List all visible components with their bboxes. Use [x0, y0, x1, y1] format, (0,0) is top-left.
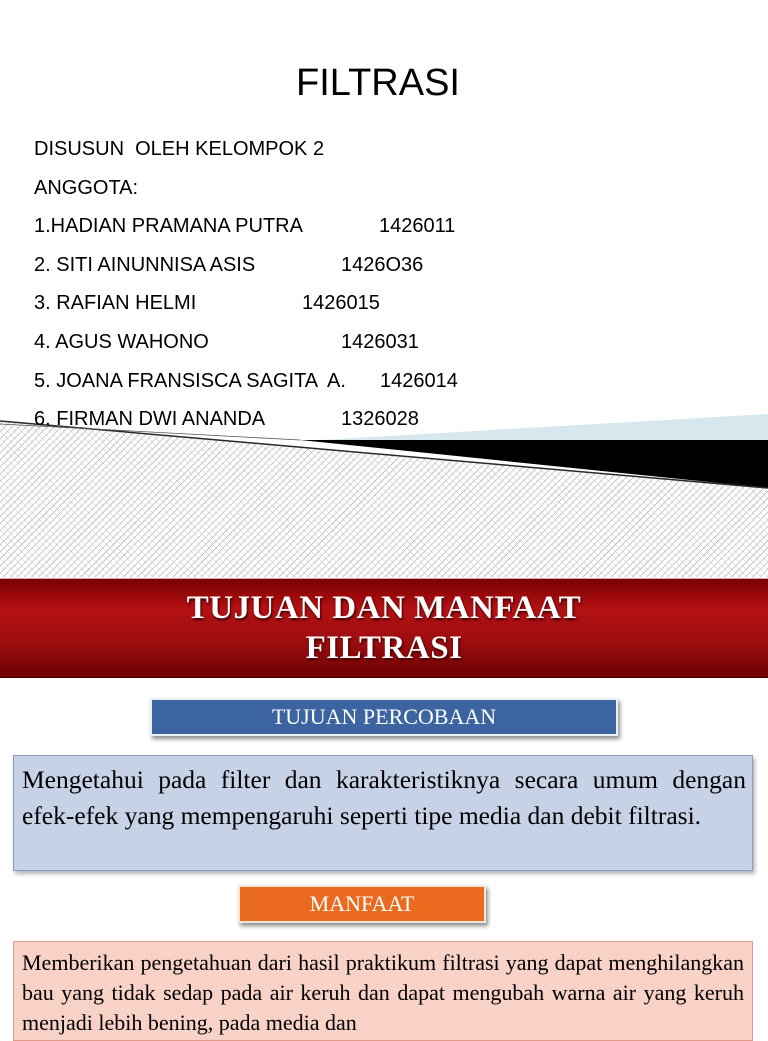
banner-title-line1: TUJUAN DAN MANFAAT: [186, 590, 582, 626]
member-id: 1426015: [302, 292, 380, 315]
members-label: ANGGOTA:: [34, 176, 139, 199]
member-id: 1426O36: [341, 253, 424, 276]
prepared-by-line: [34, 138, 325, 177]
list-item: [34, 215, 456, 254]
member-list: [34, 138, 458, 447]
list-item: [34, 330, 419, 370]
slide-title: FILTRASI: [296, 62, 460, 104]
members-label-line: [34, 176, 139, 216]
prepared-by-text: DISUSUN OLEH KELOMPOK 2: [34, 138, 325, 160]
member-id: 1426031: [341, 330, 419, 353]
member-name: 4. AGUS WAHONO: [34, 330, 209, 353]
list-item: [34, 253, 424, 293]
list-item: [34, 369, 458, 409]
section-banner: [0, 578, 768, 678]
benefit-text-box: Memberikan pengetahuan dari hasil praktikum filtrasi yang dapat menghilangkan bau yang tidak sedap pada air keruh dan dapat mengubah warna air yang keruh menjadi lebih bening, pada media dan: [13, 941, 753, 1041]
member-id: 1426011: [379, 215, 456, 238]
member-name: 5. JOANA FRANSISCA SAGITA A.: [34, 369, 346, 392]
member-id: 1426014: [380, 369, 458, 392]
member-name: 6. FIRMAN DWI ANANDA: [34, 408, 266, 431]
member-name: 3. RAFIAN HELMI: [34, 292, 197, 315]
banner-title-line2: FILTRASI: [305, 630, 463, 666]
member-name: 2. SITI AINUNNISA ASIS: [34, 253, 256, 276]
benefit-label: MANFAAT: [238, 885, 486, 923]
list-item: [34, 292, 380, 331]
purpose-text-box: Mengetahui pada filter dan karakteristiknya secara umum dengan efek-efek yang mempengaruhi seperti tipe media dan debit filtrasi.: [13, 755, 753, 871]
member-id: 1326028: [341, 408, 419, 431]
purpose-label: TUJUAN PERCOBAAN: [150, 698, 618, 736]
member-name: 1.HADIAN PRAMANA PUTRA: [34, 215, 303, 238]
list-item: [34, 408, 419, 447]
